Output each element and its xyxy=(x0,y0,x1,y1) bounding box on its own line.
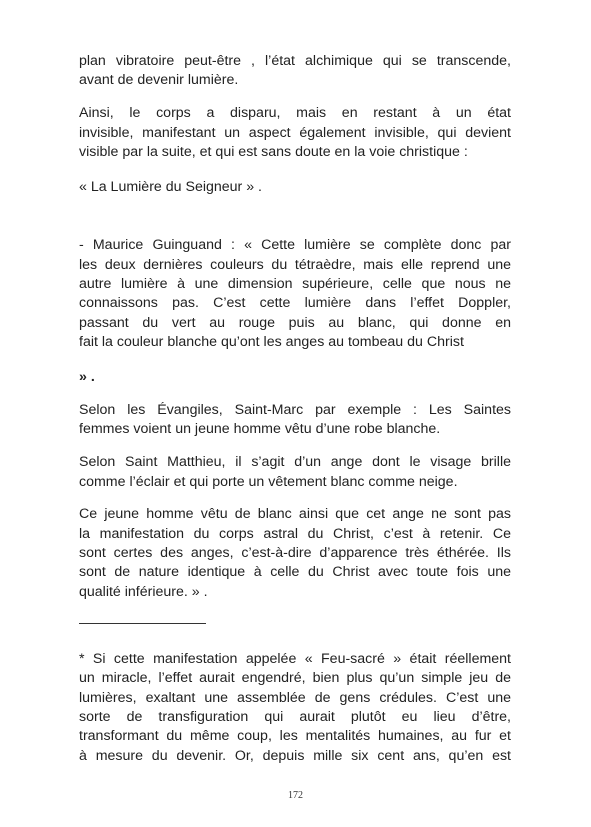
text-line: avant de devenir lumière. xyxy=(79,72,239,88)
text-line: Selon Saint Matthieu, il s’agit d’un ange dont le visage brille xyxy=(79,454,511,470)
text-line: Ainsi, le corps a disparu, mais en restant à un état xyxy=(79,105,511,121)
text-line: à mesure du devenir. Or, depuis mille six cent ans, qu’en est xyxy=(79,748,511,764)
text-line: Selon les Évangiles, Saint-Marc par exemple : Les Saintes xyxy=(79,402,511,418)
text-line: sont de nature identique à celle du Christ avec toute fois une xyxy=(79,564,511,580)
text-line: - Maurice Guinguand : « Cette lumière se complète donc par xyxy=(79,237,511,253)
text-line: autre lumière à une dimension supérieure, celle que nous ne xyxy=(79,276,511,292)
text-line: sont certes des anges, c’est-à-dire d’apparence très éthérée. Ils xyxy=(79,545,511,561)
text-line: sorte de transfiguration qui aurait plutôt eu lieu d’être, xyxy=(79,709,511,725)
text-line: « La Lumière du Seigneur » . xyxy=(79,179,262,195)
footnote-separator xyxy=(79,623,206,624)
text-line: fait la couleur blanche qu’ont les anges au tombeau du Christ xyxy=(79,334,464,350)
text-line: » . xyxy=(79,369,95,385)
text-line: Ce jeune homme vêtu de blanc ainsi que cet ange ne sont pas xyxy=(79,506,511,522)
text-line: les deux dernières couleurs du tétraèdre, mais elle reprend une xyxy=(79,257,511,273)
text-line: passant du vert au rouge puis au blanc, qui donne en xyxy=(79,315,511,331)
text-line: transformant du même coup, les mentalités humaines, au fur et xyxy=(79,728,511,744)
text-line: invisible, manifestant un aspect également invisible, qui devient xyxy=(79,125,511,141)
text-line: la manifestation du corps astral du Christ, c’est à retenir. Ce xyxy=(79,526,511,542)
text-line: visible par la suite, et qui est sans doute en la voie christique : xyxy=(79,144,468,160)
text-line: un miracle, l’effet aurait engendré, bien plus qu’un simple jeu de xyxy=(79,670,511,686)
page-number: 172 xyxy=(288,790,303,801)
text-line: connaissons pas. C’est cette lumière dans l’effet Doppler, xyxy=(79,295,511,311)
text-line: lumières, exaltant une assemblée de gens crédules. C’est une xyxy=(79,690,511,706)
text-line: qualité inférieure. » . xyxy=(79,584,208,600)
text-line: * Si cette manifestation appelée « Feu-sacré » était réellement xyxy=(79,651,511,667)
text-line: femmes voient un jeune homme vêtu d’une robe blanche. xyxy=(79,421,441,437)
text-line: plan vibratoire peut-être , l’état alchimique qui se transcende, xyxy=(79,53,511,69)
text-line: comme l’éclair et qui porte un vêtement blanc comme neige. xyxy=(79,474,458,490)
